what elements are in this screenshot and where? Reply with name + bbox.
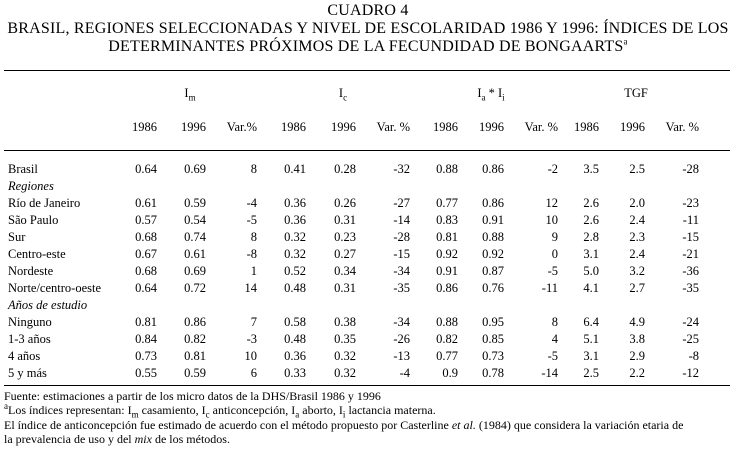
- table-cell: 0.26: [334, 196, 356, 210]
- table-cell: 4.9: [629, 315, 645, 329]
- table-cell: 3.1: [583, 349, 599, 363]
- footnote-a: $^a$Los índices representan: $I_m$ casamiento, $I_c$ anticoncepción, $I_a$ aborto, $I_i$ lactancia materna.: [4, 401, 436, 420]
- table-cell: 3.2: [629, 264, 645, 278]
- table-cell: 0.81: [135, 315, 157, 329]
- table-cell: 0.9: [442, 366, 458, 380]
- table-cell: 3.8: [629, 332, 645, 346]
- table-cell: 0.77: [436, 196, 458, 210]
- table-cell: 6: [250, 366, 257, 380]
- table-cell: 0.91: [436, 264, 458, 278]
- table-cell: 0.54: [184, 213, 206, 227]
- table-cell: 0.61: [184, 247, 206, 261]
- title-line-1: BRASIL, REGIONES SELECCIONADAS Y NIVEL DE ESCOLARIDAD 1986 Y 1996: ÍNDICES DE LOS: [7, 20, 729, 37]
- table-cell: 0.33: [284, 366, 306, 380]
- table-cell: 0.59: [184, 196, 206, 210]
- table-cell: 0.91: [482, 213, 504, 227]
- table-cell: 2.6: [583, 213, 599, 227]
- column-header: 1986: [574, 120, 599, 134]
- source-note: Fuente: estimaciones a partir de los micro datos de la DHS/Brasil 1986 y 1996: [4, 389, 381, 403]
- table-cell: 0.77: [436, 349, 458, 363]
- footnote-method: El índice de anticoncepción fue estimado de acuerdo con el método propuesto por Casterline et al. (1984) que considera la variación etaria de la prevalencia de uso y del mix de los métodos.: [4, 418, 684, 446]
- section-label: Años de estudio: [8, 298, 88, 312]
- table-cell: 0.88: [436, 315, 458, 329]
- bottom-rule: [4, 385, 730, 386]
- column-header: 1986: [433, 120, 458, 134]
- table-cell: 10: [244, 349, 257, 363]
- table-cell: 0.52: [284, 264, 306, 278]
- column-header: Var. %: [524, 120, 558, 134]
- table-cell: 2.9: [629, 349, 645, 363]
- table-cell: 3.5: [583, 162, 599, 176]
- table-number: CUADRO 4: [327, 2, 409, 19]
- table-cell: 0.35: [334, 332, 356, 346]
- table-cell: -21: [682, 247, 699, 261]
- table-cell: 2.4: [629, 213, 645, 227]
- table-cell: 0.58: [284, 315, 306, 329]
- table-cell: 0.36: [284, 196, 306, 210]
- table-cell: 0.86: [482, 196, 504, 210]
- column-header: 1996: [331, 120, 356, 134]
- table-cell: 0.92: [436, 247, 458, 261]
- table-cell: 0.34: [334, 264, 356, 278]
- table-cell: 0.73: [135, 349, 157, 363]
- table-cell: 3.1: [583, 247, 599, 261]
- table-cell: -8: [246, 247, 257, 261]
- table-cell: -24: [682, 315, 699, 329]
- table-cell: -12: [682, 366, 699, 380]
- column-header: Var. %: [665, 120, 699, 134]
- table-cell: -35: [682, 281, 699, 295]
- table-cell: 0.95: [482, 315, 504, 329]
- table-cell: 0.82: [436, 332, 458, 346]
- table-cell: 0.38: [334, 315, 356, 329]
- table-cell: 2.4: [629, 247, 645, 261]
- table-cell: 0.32: [284, 247, 306, 261]
- column-header: Var. %: [376, 120, 410, 134]
- table-cell: 10: [545, 213, 558, 227]
- table-cell: 4: [551, 332, 558, 346]
- table-cell: -23: [682, 196, 699, 210]
- section-label: Regiones: [8, 179, 54, 193]
- table-cell: 0.88: [482, 230, 504, 244]
- table-cell: -14: [393, 213, 410, 227]
- table-cell: -27: [393, 196, 410, 210]
- table-cell: 5.0: [583, 264, 599, 278]
- table-cell: 0.36: [284, 349, 306, 363]
- table-cell: -26: [393, 332, 410, 346]
- table-cell: 9: [551, 230, 558, 244]
- table-cell: 0.74: [184, 230, 206, 244]
- column-header: 1986: [132, 120, 157, 134]
- table-cell: 0.67: [135, 247, 157, 261]
- table-cell: 2.0: [629, 196, 645, 210]
- table-cell: 2.6: [583, 196, 599, 210]
- table-cell: 8: [250, 230, 257, 244]
- table-cell: -35: [393, 281, 410, 295]
- table-cell: 0.76: [482, 281, 504, 295]
- table-cell: -32: [393, 162, 410, 176]
- top-rule: [4, 70, 730, 71]
- table-cell: -2: [547, 162, 558, 176]
- table-cell: 0.36: [284, 213, 306, 227]
- table-cell: -4: [399, 366, 410, 380]
- table-cell: -13: [393, 349, 410, 363]
- table-cell: 0.28: [334, 162, 356, 176]
- table-cell: -5: [246, 213, 257, 227]
- group-header: $I_m$: [184, 86, 196, 103]
- table-cell: 0.32: [284, 230, 306, 244]
- column-header: 1996: [620, 120, 645, 134]
- table-cell: 0: [551, 247, 558, 261]
- table-cell: 8: [551, 315, 558, 329]
- table-cell: -5: [547, 349, 558, 363]
- table-cell: 2.7: [629, 281, 645, 295]
- table-cell: -8: [688, 349, 699, 363]
- table-cell: -11: [541, 281, 558, 295]
- table-cell: 0.31: [334, 213, 356, 227]
- row-label: Ninguno: [8, 315, 52, 329]
- table-cell: 0.72: [184, 281, 206, 295]
- table-cell: 0.31: [334, 281, 356, 295]
- table-cell: 7: [250, 315, 257, 329]
- column-header: Var.%: [226, 120, 257, 134]
- table-cell: -36: [682, 264, 699, 278]
- table-cell: 8: [250, 162, 257, 176]
- header-rule: [4, 150, 730, 151]
- table-cell: 0.81: [184, 349, 206, 363]
- table-cell: 0.64: [135, 162, 157, 176]
- table-cell: 0.84: [135, 332, 157, 346]
- table-cell: 0.23: [334, 230, 356, 244]
- table-cell: 12: [545, 196, 558, 210]
- table-cell: 0.87: [482, 264, 504, 278]
- table-cell: -15: [682, 230, 699, 244]
- table-cell: 2.3: [629, 230, 645, 244]
- table-cell: 0.48: [284, 281, 306, 295]
- table-cell: -28: [682, 162, 699, 176]
- table-cell: 0.85: [482, 332, 504, 346]
- table-cell: 0.27: [334, 247, 356, 261]
- table-cell: 0.57: [135, 213, 157, 227]
- row-label: 5 y más: [8, 366, 47, 380]
- table-cell: 0.32: [334, 349, 356, 363]
- table-cell: -34: [393, 315, 410, 329]
- table-cell: 0.64: [135, 281, 157, 295]
- table-cell: 2.5: [629, 162, 645, 176]
- table-cell: 0.68: [135, 264, 157, 278]
- table-cell: 0.83: [436, 213, 458, 227]
- table-cell: 0.88: [436, 162, 458, 176]
- table-cell: -15: [393, 247, 410, 261]
- row-label: Centro-este: [8, 247, 66, 261]
- table-cell: 0.78: [482, 366, 504, 380]
- table-cell: 0.59: [184, 366, 206, 380]
- title-line-2: DETERMINANTES PRÓXIMOS DE LA FECUNDIDAD DE BONGAARTS$^a$: [108, 36, 628, 55]
- table-cell: 5.1: [583, 332, 599, 346]
- table-cell: 0.41: [284, 162, 306, 176]
- group-header: $I_a * I_i$: [477, 86, 505, 103]
- group-header: TGF: [624, 86, 648, 100]
- row-label: Sur: [8, 230, 26, 244]
- table-cell: 0.82: [184, 332, 206, 346]
- table-cell: 0.61: [135, 196, 157, 210]
- table-cell: 4.1: [583, 281, 599, 295]
- table-cell: -28: [393, 230, 410, 244]
- row-label: 1-3 años: [8, 332, 51, 346]
- table-cell: 2.8: [583, 230, 599, 244]
- footnote-marker: a: [623, 36, 628, 47]
- table-cell: 0.68: [135, 230, 157, 244]
- table-cell: 14: [244, 281, 257, 295]
- table-cell: 0.86: [482, 162, 504, 176]
- row-label: Nordeste: [8, 264, 54, 278]
- table-cell: -11: [682, 213, 699, 227]
- table-cell: 0.69: [184, 264, 206, 278]
- table-cell: 0.55: [135, 366, 157, 380]
- table-cell: 0.32: [334, 366, 356, 380]
- table-cell: 1: [250, 264, 257, 278]
- table-cell: 2.5: [583, 366, 599, 380]
- row-label: 4 años: [8, 349, 41, 363]
- column-header: 1986: [281, 120, 306, 134]
- table-cell: -4: [246, 196, 257, 210]
- table-cell: 0.86: [436, 281, 458, 295]
- group-header: $I_c$: [338, 86, 348, 103]
- table-cell: 0.81: [436, 230, 458, 244]
- row-label: Brasil: [8, 162, 38, 176]
- row-label: São Paulo: [8, 213, 59, 227]
- table-cell: 0.48: [284, 332, 306, 346]
- table-cell: 0.69: [184, 162, 206, 176]
- table-cell: -3: [246, 332, 257, 346]
- table-cell: -5: [547, 264, 558, 278]
- table-cell: 2.2: [629, 366, 645, 380]
- table-cell: 0.92: [482, 247, 504, 261]
- table-cell: 6.4: [583, 315, 599, 329]
- table-cell: 0.73: [482, 349, 504, 363]
- table-cell: -25: [682, 332, 699, 346]
- column-header: 1996: [479, 120, 504, 134]
- column-header: 1996: [181, 120, 206, 134]
- table-cell: -34: [393, 264, 410, 278]
- row-label: Norte/centro-oeste: [8, 281, 102, 295]
- table-cell: 0.86: [184, 315, 206, 329]
- row-label: Río de Janeiro: [8, 196, 81, 210]
- table-cell: -14: [541, 366, 558, 380]
